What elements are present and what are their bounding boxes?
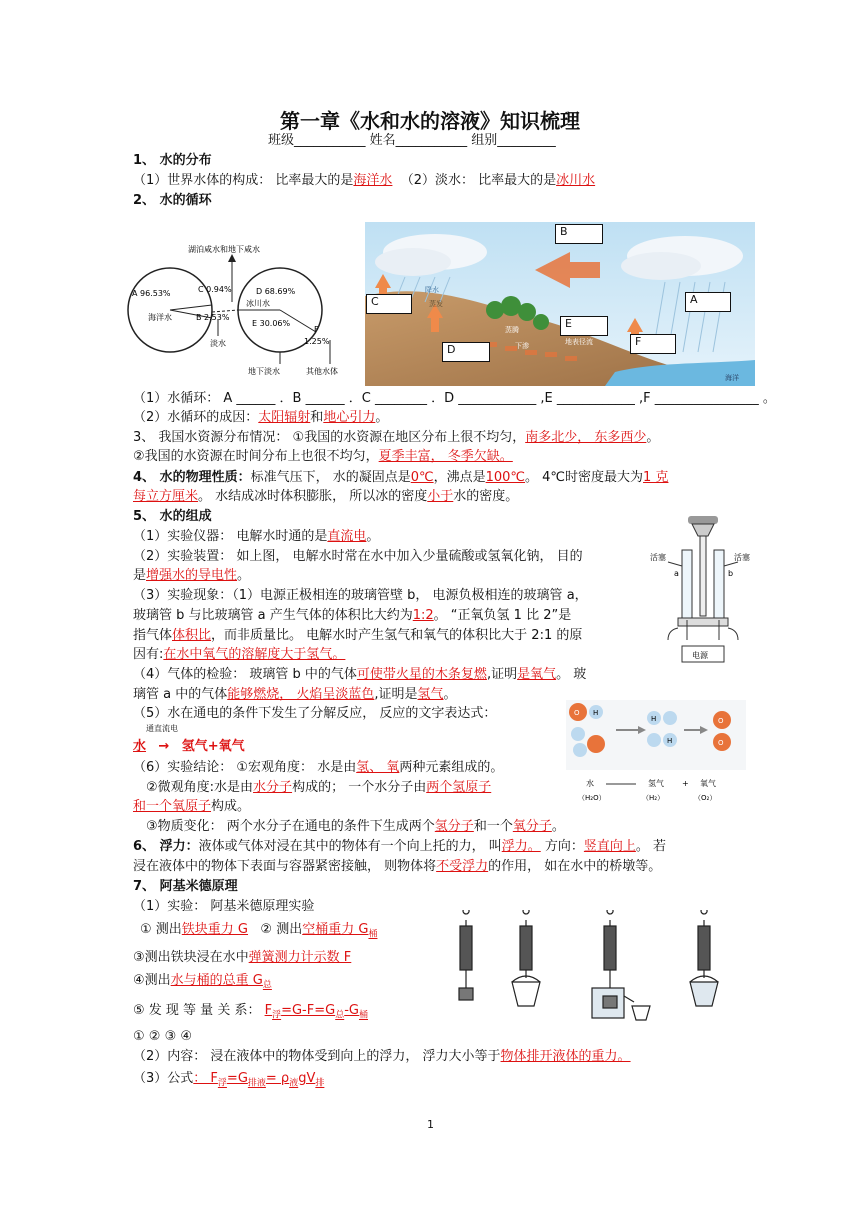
- apparatus-label-power: 电源: [692, 651, 708, 660]
- formula-hydrogen: （H₂）: [642, 794, 665, 802]
- header-line: 班级___________ 姓名___________ 组别_________: [268, 133, 556, 148]
- pie-label-ground: 地下淡水: [248, 367, 280, 376]
- s7-line8: （3）公式： $F_浮=G_{排液}= \rho_液gV_排$: [133, 1071, 325, 1089]
- s7-line1: （1）实验： 阿基米德原理实验: [133, 899, 315, 914]
- s5-line7: 因有:在水中氧气的溶解度大于氢气。: [133, 647, 346, 662]
- section-5-heading: 5、 水的组成: [133, 509, 212, 524]
- cycle-box-f: F: [630, 334, 676, 354]
- atom-h: H: [651, 715, 657, 723]
- s5-line1: （1）实验仪器： 电解水时通的是直流电。: [133, 529, 380, 544]
- apparatus-label-b: b: [728, 569, 734, 578]
- s1-line1: （1）世界水体的构成： 比率最大的是海洋水 （2）淡水： 比率最大的是冰川水: [133, 173, 596, 188]
- s4-line1: 4、 水的物理性质：标准气压下， 水的凝固点是0℃，沸点是100℃。 4℃时密度最大为1 克: [133, 470, 669, 485]
- atom-o: O: [574, 709, 580, 717]
- s5-line5: 玻璃管 b 与比玻璃管 a 产生气体的体积比大约为1:2。 “正氧负氢 1 比 2”是: [133, 608, 572, 623]
- pie-label-top: 湖泊咸水和地下咸水: [188, 245, 260, 254]
- s5-line12: ②微观角度:水是由水分子构成的； 一个水分子由两个氢原子: [146, 780, 492, 795]
- formula-oxygen: （O₂）: [694, 794, 717, 802]
- cycle-box-e: E: [560, 316, 608, 336]
- s5-line3: 是增强水的导电性。: [133, 568, 251, 583]
- s3-line1: 3、 我国水资源分布情况： ①我国的水资源在地区分布上很不均匀，南多北少， 东多西少。: [133, 430, 660, 445]
- s5-line13: 和一个氧原子构成。: [133, 799, 251, 814]
- s2-line1: （1）水循环： A ______ ．B ______ ．C ________ ．D ____________ ,E ____________ ,F ________________ 。: [133, 391, 776, 406]
- pie-label-other: 其他水体: [306, 367, 338, 376]
- pie-label-a: A 96.53%: [132, 289, 171, 298]
- label-water: 水: [586, 779, 594, 788]
- pie-label-e: E 30.06%: [252, 319, 291, 328]
- s7-line4: ④测出水与桶的总重 $G_总$: [133, 973, 272, 991]
- reaction-condition: 通直流电: [146, 724, 178, 733]
- section-7-heading: 7、 阿基米德原理: [133, 879, 238, 894]
- s5-line2: （2）实验装置： 如上图， 电解水时常在水中加入少量硫酸或氢氧化钠， 目的: [133, 549, 583, 564]
- apparatus-label-left: 活塞: [650, 553, 666, 562]
- reaction-equation: 水 → 氢气+氧气: [133, 739, 245, 754]
- section-4-heading: 4、 水的物理性质：: [133, 470, 251, 485]
- s5-line6: 指气体体积比，而非质量比。 电解水时产生氢气和氧气的体积比大于 2:1 的原: [133, 628, 583, 643]
- cycle-label-sea: 海洋: [725, 374, 739, 382]
- label-oxygen: 氧气: [700, 779, 716, 788]
- s7-line2: ① 测出铁块重力 G ② 测出空桶重力 $G_桶$: [140, 922, 378, 940]
- label-hydrogen: 氢气: [648, 779, 664, 788]
- label-plus: +: [682, 779, 689, 788]
- electrolysis-apparatus: [648, 510, 760, 666]
- s5-line11: （6）实验结论： ①宏观角度： 水是由氢、 氧两种元素组成的。: [133, 760, 504, 775]
- s3-line2: ②我国的水资源在时间分布上也很不均匀，夏季丰富， 冬季欠缺。: [133, 449, 513, 464]
- page-title: 第一章《水和水的溶液》知识梳理: [280, 109, 580, 133]
- cycle-label-rain: 降水: [425, 286, 439, 294]
- cycle-box-a: A: [685, 292, 731, 312]
- atom-h: H: [667, 737, 673, 745]
- cycle-label-under: 下渗: [515, 342, 529, 350]
- s7-line5: ⑤ 发 现 等 量 关 系： $F_浮=G-F=G_总-G_桶$: [133, 1003, 368, 1021]
- atom-o: O: [718, 739, 724, 747]
- water-molecule-diagram: [566, 700, 746, 810]
- s5-line8: （4）气体的检验： 玻璃管 b 中的气体可使带火星的木条复燃,证明是氧气。 玻: [133, 667, 587, 682]
- s2-line2: （2）水循环的成因：太阳辐射和地心引力。: [133, 410, 389, 425]
- apparatus-label-right: 活塞: [734, 553, 750, 562]
- s5-line10: （5）水在通电的条件下发生了分解反应， 反应的文字表达式：: [133, 706, 497, 721]
- cycle-box-b: B: [555, 224, 603, 244]
- page-number: 1: [427, 1118, 434, 1131]
- pie-label-f-pct: 1.25%: [304, 337, 330, 346]
- section-6-heading: 6、 浮力：: [133, 839, 199, 854]
- s6-line1: 6、 浮力：液体或气体对浸在其中的物体有一个向上托的力， 叫浮力。 方向：竖直向上。 若: [133, 839, 667, 854]
- atom-h: H: [593, 709, 599, 717]
- cycle-label-transp: 蒸腾: [505, 326, 519, 334]
- cycle-label-surface: 地表径流: [565, 338, 593, 346]
- answer: 冰川水: [556, 173, 596, 188]
- s7-line7: （2）内容： 浸在液体中的物体受到向上的浮力， 浮力大小等于物体排开液体的重力。: [133, 1049, 631, 1064]
- pie-label-b: B 2.53%: [196, 313, 230, 322]
- water-distribution-diagram: [120, 240, 360, 380]
- pie-label-fresh: 淡水: [210, 339, 226, 348]
- formula-water: （H₂O）: [578, 794, 606, 802]
- archimedes-experiment-diagram: [440, 910, 740, 1028]
- section-2-heading: 2、 水的循环: [133, 193, 212, 208]
- apparatus-label-a: a: [674, 569, 679, 578]
- section-1-heading: 1、 水的分布: [133, 153, 212, 168]
- cycle-box-c: C: [366, 294, 412, 314]
- s5-line14: ③物质变化： 两个水分子在通电的条件下生成两个氢分子和一个氧分子。: [146, 819, 565, 834]
- cycle-label-evap: 蒸发: [429, 300, 443, 308]
- pie-label-f: F: [314, 325, 319, 334]
- cycle-box-d: D: [442, 342, 490, 362]
- answer: 海洋水: [353, 173, 393, 188]
- s6-line2: 浸在液体中的物体下表面与容器紧密接触， 则物体将不受浮力的作用， 如在水中的桥墩等。: [133, 859, 662, 874]
- s7-figure-labels: ① ② ③ ④: [133, 1029, 193, 1044]
- pie-label-c: C 0.94%: [198, 285, 232, 294]
- s5-line9: 璃管 a 中的气体能够燃烧， 火焰呈淡蓝色,证明是氢气。: [133, 687, 457, 702]
- s7-line3: ③测出铁块浸在水中弹簧测力计示数 F: [133, 950, 352, 965]
- atom-o: O: [718, 717, 724, 725]
- s4-line2: 每立方厘米。 水结成冰时体积膨胀， 所以冰的密度小于水的密度。: [133, 489, 519, 504]
- pie-label-d: D 68.69%: [256, 287, 296, 296]
- pie-label-glacier: 冰川水: [246, 299, 270, 308]
- s5-line4: （3）实验现象：（1）电源正极相连的玻璃管壁 b， 电源负极相连的玻璃管 a，: [133, 588, 588, 603]
- pie-label-ocean: 海洋水: [148, 313, 172, 322]
